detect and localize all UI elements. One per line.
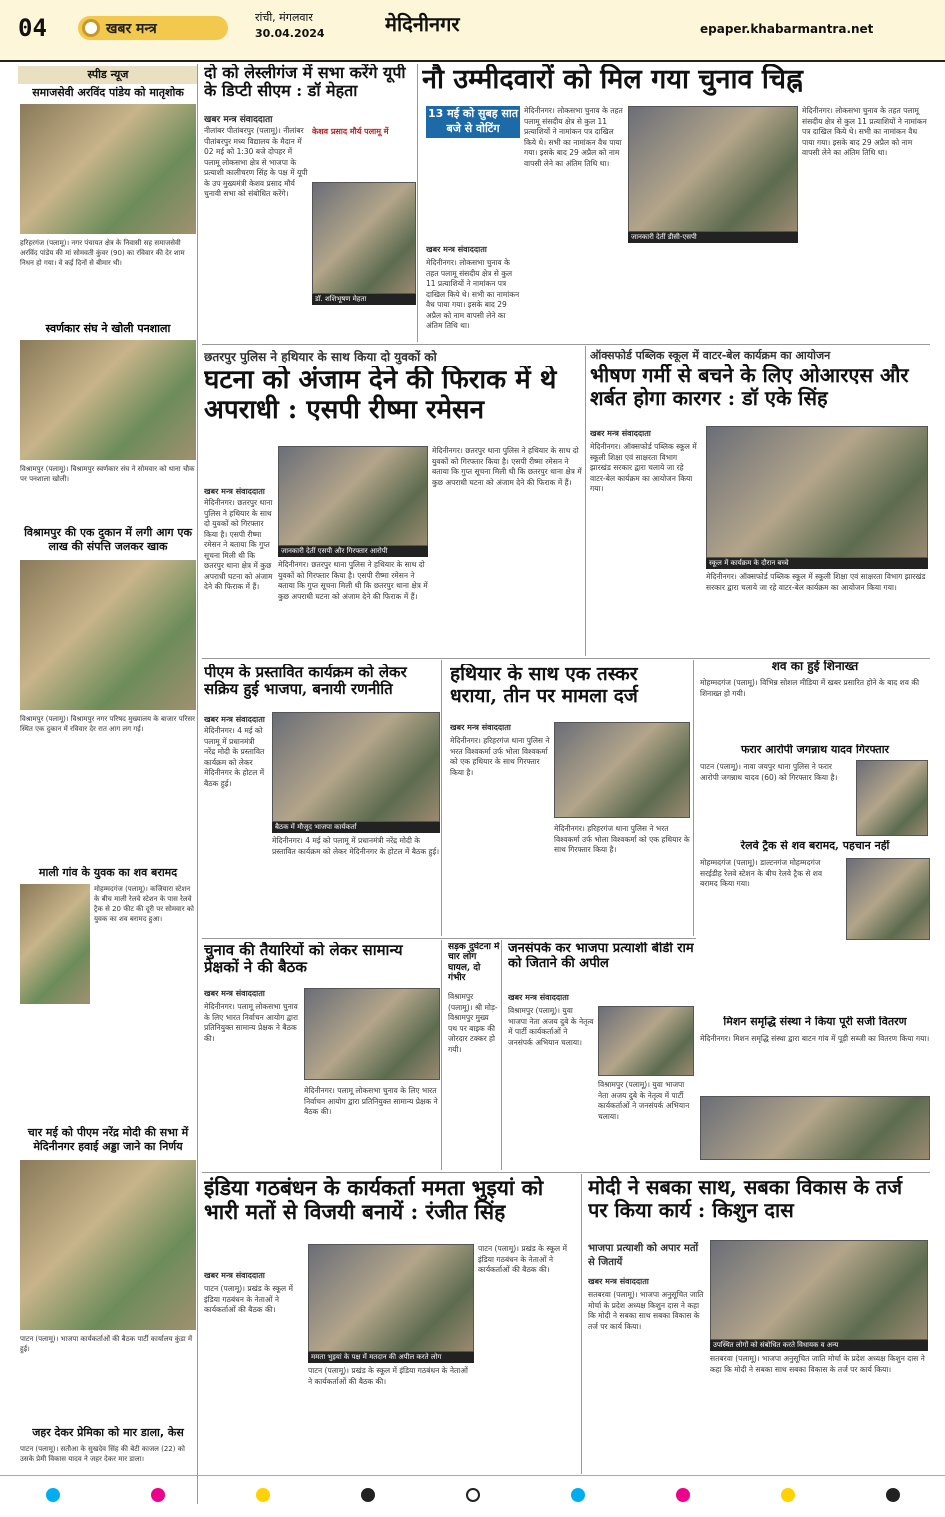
kicker: छतरपुर पुलिस ने हथियार के साथ किया दो युवकों को	[204, 350, 437, 364]
story-body-cont: मेदिनीनगर। हरिहरगंज थाना पुलिस ने भरत विश्वकर्मा उर्फ भोला विश्वकर्मा को एक हथियार के साथ गिरफ्तार किया है।	[554, 824, 690, 854]
divider	[202, 1172, 930, 1173]
story-body: मेदिनीनगर। छतरपुर थाना पुलिस ने हथियार के साथ दो युवकों को गिरफ्तार किया है। एसपी रीष्मा रमेसन ने बताया कि गुप्त सूचना मिली थी कि छतरपुर थाना क्षेत्र में कुछ अपराधी घटना को अंजाम देने की फिराक में हैं।	[204, 498, 273, 591]
story-body: पाटन (पलामू)। नावा जयपुर थाना पुलिस ने फरार आरोपी जगन्नाथ यादव (60) को गिरफ्तार किया है।	[700, 762, 838, 782]
story-body-cont: मेदिनीनगर। छतरपुर थाना पुलिस ने हथियार के साथ दो युवकों को गिरफ्तार किया है। एसपी रीष्मा रमेसन ने बताया कि गुप्त सूचना मिली थी कि छतरपुर थाना क्षेत्र में कुछ अपराधी घटना को अंजाम देने की फिराक में हैं।	[278, 560, 428, 601]
brief-headline: चार मई को पीएम नरेंद्र मोदी की सभा में मेदिनीनगर हवाई अड्डा जाने का निर्णय	[27, 1126, 189, 1153]
black-mark-icon	[361, 1488, 375, 1502]
byline: खबर मन्त्र संवाददाता	[204, 715, 265, 724]
headline: रेलवे ट्रैक से शव बरामद, पहचान नहीं	[740, 840, 890, 852]
story-smuggler-arrest	[446, 660, 694, 936]
brief-headline: विश्रामपुर की एक दुकान में लगी आग एक लाख की संपत्ति जलकर खाक	[24, 526, 192, 553]
headline: शव का हुई शिनाख्त	[771, 660, 859, 673]
byline: खबर मन्त्र संवाददाता	[204, 989, 265, 998]
headline: जनसंपर्क कर भाजपा प्रत्याशी बीडी राम को जिताने की अपील	[508, 942, 694, 971]
photo-caption: जानकारी देतीं डीसी-एसपी	[628, 232, 798, 243]
headline: भीषण गर्मी से बचने के लिए ओआरएस और शर्बत होगा कारगर : डॉ एके सिंह	[590, 364, 909, 410]
pull-quote: केशव प्रसाद मौर्य पलामू में	[312, 127, 389, 136]
edition-name: मेदिनीनगर	[385, 12, 460, 36]
story-photo	[706, 426, 928, 558]
brief-headline: माली गांव के युवक का शव बरामद	[38, 866, 178, 879]
photo-caption: जानकारी देतीं एसपी और गिरफ्तार आरोपी	[278, 546, 428, 557]
byline: खबर मन्त्र संवाददाता	[588, 1277, 649, 1286]
story-body: मोहम्मदगंज (पलामू)। विभिन्न सोशल मीडिया में खबर प्रसारित होने के बाद शव की शिनाख्त हो गयी।	[700, 678, 920, 698]
polling-date-badge: 13 मई को सुबह सात बजे से वोटिंग	[426, 106, 520, 138]
headline: नौ उम्मीदवारों को मिल गया चुनाव चिह्न	[422, 64, 803, 95]
page-number: 04	[18, 14, 47, 42]
brief-body: विश्रामपुर (पलामू)। विश्रामपुर नगर परिषद मुख्यालय के बाजार परिसर स्थित एक दुकान में रविवार देर रात आग लग गई।	[20, 715, 196, 733]
dateline	[255, 10, 325, 42]
masthead	[0, 0, 945, 62]
photo-caption: ममता भुइयां के पक्ष में मतदान की अपील करते लोग	[308, 1352, 474, 1363]
story-photo	[700, 1096, 930, 1160]
byline: खबर मन्त्र संवाददाता	[590, 429, 651, 438]
byline: खबर मन्त्र संवाददाता	[426, 245, 487, 254]
headline: फरार आरोपी जगन्नाथ यादव गिरफ्तार	[740, 744, 890, 756]
story-photo	[272, 712, 440, 822]
speed-news-label: स्पीड न्यूज	[18, 66, 198, 84]
story-deputy-cm	[202, 64, 418, 342]
story-body: विश्रामपुर (पलामू)। युवा भाजपा नेता अजय दुबे के नेतृत्व में पार्टी कार्यकर्ताओं ने जनसंपर्क अभियान चलाया।	[508, 1006, 594, 1047]
photo-caption: बैठक में मौजूद भाजपा कार्यकर्ता	[272, 822, 440, 833]
photo-caption: उपस्थित लोगों को संबोधित करते विधायक व अन्य	[710, 1340, 928, 1351]
black-mark-icon	[886, 1488, 900, 1502]
story-road-accident	[446, 940, 502, 1170]
divider	[202, 344, 930, 345]
brief-headline: जहर देकर प्रेमिका को मार डाला, केस	[32, 1426, 184, 1439]
byline: खबर मन्त्र संवाददाता	[204, 487, 265, 496]
byline: खबर मन्त्र संवाददाता	[450, 723, 511, 732]
headline: हथियार के साथ एक तस्कर धराया, तीन पर मामला दर्ज	[450, 664, 638, 707]
story-pm-program	[202, 660, 442, 936]
registration-marks	[0, 1480, 945, 1510]
headline: घटना को अंजाम देने की फिराक में थे अपराधी : एसपी रीष्मा रमेसन	[204, 366, 557, 425]
story-body: विश्रामपुर (पलामू)। श्री मोड़-विश्रामपुर मुख्य पथ पर बाइक की जोरदार टक्कर हो गयी।	[448, 992, 498, 1054]
story-photo	[304, 988, 440, 1080]
crosshair-mark-icon	[466, 1488, 480, 1502]
cyan-mark-icon	[46, 1488, 60, 1502]
story-body-cont: सतबरवा (पलामू)। भाजपा अनुसूचित जाति मोर्चा के प्रदेश अध्यक्ष किशुन दास ने कहा कि मोदी ने सबका साथ सबका विकास के तर्ज पर कार्य किया।	[710, 1354, 925, 1374]
brief-headline: समाजसेवी अरविंद पांडेय को मातृशोक	[32, 86, 184, 99]
brief-body: हरिहरगंज (पलामू)। नगर पंचायत क्षेत्र के निवासी सह समाजसेवी अरविंद पांडेय की मां सोमवती कुंवर (90) का रविवार की देर शाम निधन हो गया। वे कई दिनों से बीमार थी।	[20, 239, 185, 267]
brief-body: विश्रामपुर (पलामू)। विश्रामपुर स्वर्णकार संघ ने सोमवार को थाना चौक पर पनशाला खोली।	[20, 465, 195, 483]
story-india-alliance	[202, 1174, 582, 1474]
divider	[202, 938, 696, 939]
subheadline: भाजपा प्रत्याशी को अपार मतों से जितायें	[588, 1243, 699, 1268]
brief-photo	[20, 340, 196, 460]
headline: दो को लेस्लीगंज में सभा करेंगे यूपी के डिप्टी सीएम : डॉ मेहता	[204, 64, 406, 101]
yellow-mark-icon	[781, 1488, 795, 1502]
footer-rule	[0, 1475, 945, 1476]
story-photo	[312, 182, 416, 294]
headline: सड़क दुर्घटना में चार लोग घायल, दो गंभीर	[448, 942, 500, 984]
story-body: मेदिनीनगर। पलामू लोकसभा चुनाव के लिए भारत निर्वाचन आयोग द्वारा प्रतिनियुक्त सामान्य प्रेक्षक ने बैठक की।	[204, 1002, 298, 1043]
headline: चुनाव की तैयारियों को लेकर सामान्य प्रेक्षकों ने की बैठक	[204, 942, 403, 977]
story-photo	[598, 1006, 694, 1076]
story-photo	[308, 1244, 474, 1352]
story-election-symbols	[422, 64, 930, 342]
story-photo	[628, 106, 798, 232]
story-bd-ram-campaign	[506, 940, 696, 1170]
story-body-cont: पाटन (पलामू)। प्रखंड के स्कूल में इंडिया गठबंधन के नेताओं ने कार्यकर्ताओं की बैठक की।	[308, 1366, 468, 1386]
photo-caption: स्कूल में कार्यक्रम के दौरान बच्चे	[706, 558, 928, 569]
logo-mark-icon	[82, 19, 100, 37]
story-kishun-das	[586, 1174, 930, 1474]
brief-body: मोहम्मदगंज (पलामू)। कजियारा स्टेशन के बीच माली रेलवे स्टेशन के पास रेलवे ट्रैक से 20 फीट की दूरी पर सोमवार को युवक का शव बरामद हुआ।	[94, 885, 194, 923]
brief-headline: स्वर्णकार संघ ने खोली पनशाला	[45, 322, 171, 335]
story-body-cont: मेदिनीनगर। लोकसभा चुनाव के तहत पलामू संसदीय क्षेत्र से कुल 11 प्रत्याशियों ने नामांकन पत्र दाखिल किये थे। सभी का नामांकन वैध पाया गया। इसके बाद 29 अप्रैल को नाम वापसी लेने का अंतिम तिथि था।	[802, 106, 927, 157]
city-day: रांची, मंगलवार	[255, 11, 313, 24]
story-body: मेदिनीनगर। लोकसभा चुनाव के तहत पलामू संसदीय क्षेत्र से कुल 11 प्रत्याशियों ने नामांकन पत्र दाखिल किये थे। सभी का नामांकन वैध पाया गया। इसके बाद 29 अप्रैल को नाम वापसी लेने का अंतिम तिथि था।	[426, 258, 520, 330]
headline: इंडिया गठबंधन के कार्यकर्ता ममता भुइयां को भारी मतों से विजयी बनायें : रंजीत सिंह	[204, 1176, 544, 1225]
headline: मिशन समृद्धि संस्था ने किया पूरी सजी वितरण	[723, 1016, 907, 1028]
magenta-mark-icon	[151, 1488, 165, 1502]
right-briefs	[700, 660, 930, 1160]
brief-body: पाटन (पलामू)। भाजपा कार्यकर्ताओं की बैठक पार्टी कार्यालय कुंडा में हुई।	[20, 1335, 193, 1353]
logo-text: खबर मन्त्र	[106, 20, 157, 37]
story-body-cont: मेदिनीनगर। पलामू लोकसभा चुनाव के लिए भारत निर्वाचन आयोग द्वारा प्रतिनियुक्त सामान्य प्रेक्षक ने बैठक की।	[304, 1086, 438, 1116]
yellow-mark-icon	[256, 1488, 270, 1502]
photo-caption: डॉ. शशिभूषण मेहता	[312, 294, 416, 305]
story-body: नीलांबर पीतांबरपुर (पलामू)। नीलांबर पीतांबरपुर मध्य विद्यालय के मैदान में 02 मई को 1:30 बजे दोपहर में पलामू लोकसभा क्षेत्र से भाजपा के प्रत्याशी कालीचरण सिंह के पक्ष में यूपी के उप मुख्यमंत्री केशव प्रसाद मौर्य चुनावी सभा को संबोधित करेंगे।	[204, 126, 308, 198]
story-body-cont: मेदिनीनगर। 4 मई को पलामू में प्रधानमंत्री नरेंद्र मोदी के प्रस्तावित कार्यक्रम को लेकर मेदिनीनगर के होटल में बैठक हुई।	[272, 836, 440, 856]
brief-photo	[20, 884, 90, 1004]
story-body-cont: पाटन (पलामू)। प्रखंड के स्कूल में इंडिया गठबंधन के नेताओं ने कार्यकर्ताओं की बैठक की।	[478, 1244, 567, 1274]
story-body: मेदिनीनगर। मिशन समृद्धि संस्था द्वारा बाटन गांव में पूड़ी सब्जी का वितरण किया गया।	[700, 1034, 930, 1043]
headline: पीएम के प्रस्तावित कार्यक्रम को लेकर सक्रिय हुई भाजपा, बनायी रणनीति	[204, 664, 407, 699]
date: 30.04.2024	[255, 27, 325, 40]
accused-photo	[856, 760, 928, 836]
byline: खबर मन्त्र संवाददाता	[204, 115, 273, 125]
story-water-bell	[590, 346, 930, 656]
divider	[202, 658, 930, 659]
brief-body: पाटन (पलामू)। सतौआ के सुखदेव सिंह की बेटी काजल (22) को उसके प्रेमी विकास यादव ने जहर देकर मार डाला।	[20, 1445, 185, 1463]
headline: मोदी ने सबका साथ, सबका विकास के तर्ज पर किया कार्य : किशुन दास	[588, 1176, 903, 1222]
byline: खबर मन्त्र संवाददाता	[508, 993, 569, 1002]
brief-photo	[20, 1160, 196, 1330]
brief-photo	[20, 104, 196, 234]
story-body-cont: मेदिनीनगर। छतरपुर थाना पुलिस ने हथियार के साथ दो युवकों को गिरफ्तार किया है। एसपी रीष्मा रमेसन ने बताया कि गुप्त सूचना मिली थी कि छतरपुर थाना क्षेत्र में कुछ अपराधी घटना को अंजाम देने की फिराक में हैं।	[432, 446, 582, 487]
story-body: मेदिनीनगर। ऑक्सफोर्ड पब्लिक स्कूल में स्कूली शिक्षा एवं साक्षरता विभाग झारखंड सरकार द्वारा चलाये जा रहे वाटर-बेल कार्यक्रम का आयोजन किया गया।	[590, 442, 697, 493]
story-photo	[278, 446, 428, 546]
story-body: मेदिनीनगर। हरिहरगंज थाना पुलिस ने भरत विश्वकर्मा उर्फ भोला विश्वकर्मा को एक हथियार के साथ गिरफ्तार किया है।	[450, 736, 550, 777]
story-body-cont: विश्रामपुर (पलामू)। युवा भाजपा नेता अजय दुबे के नेतृत्व में पार्टी कार्यकर्ताओं ने जनसंपर्क अभियान चलाया।	[598, 1080, 690, 1121]
story-photo	[710, 1240, 928, 1340]
story-chhatarpur-arrest	[202, 346, 586, 656]
story-body: मोहम्मदगंज (पलामू)। डाल्टनगंज मोहम्मदगंज सरईडीह रेलवे स्टेशन के बीच रेलवे ट्रैक से शव बरामद किया गया।	[700, 858, 823, 888]
story-body: मेदिनीनगर। 4 मई को पलामू में प्रधानमंत्री नरेंद्र मोदी के प्रस्तावित कार्यक्रम को लेकर मेदिनीनगर के होटल में बैठक हुई।	[204, 726, 265, 788]
story-observers-meeting	[202, 940, 442, 1170]
story-photo	[554, 722, 690, 818]
brief-photo	[20, 560, 196, 710]
left-column	[18, 64, 198, 1504]
story-body-cont: मेदिनीनगर। लोकसभा चुनाव के तहत पलामू संसदीय क्षेत्र से कुल 11 प्रत्याशियों ने नामांकन पत्र दाखिल किये थे। सभी का नामांकन वैध पाया गया। इसके बाद 29 अप्रैल को नाम वापसी लेने का अंतिम तिथि था।	[524, 106, 623, 168]
story-body: सतबरवा (पलामू)। भाजपा अनुसूचित जाति मोर्चा के प्रदेश अध्यक्ष किशुन दास ने कहा कि मोदी ने सबका साथ सबका विकास के तर्ज पर कार्य किया।	[588, 1290, 704, 1331]
kicker: ऑक्सफोर्ड पब्लिक स्कूल में वाटर-बेल कार्यक्रम का आयोजन	[590, 349, 831, 362]
story-body-cont: मेदिनीनगर। ऑक्सफोर्ड पब्लिक स्कूल में स्कूली शिक्षा एवं साक्षरता विभाग झारखंड सरकार द्वारा चलाये जा रहे वाटर-बेल कार्यक्रम का आयोजन किया गया।	[706, 572, 926, 592]
byline: खबर मन्त्र संवाददाता	[204, 1271, 265, 1280]
logo	[78, 16, 228, 40]
epaper-link[interactable]: epaper.khabarmantra.net	[700, 22, 874, 36]
cyan-mark-icon	[571, 1488, 585, 1502]
story-body: पाटन (पलामू)। प्रखंड के स्कूल में इंडिया गठबंधन के नेताओं ने कार्यकर्ताओं की बैठक की।	[204, 1284, 293, 1314]
story-photo	[846, 858, 930, 940]
magenta-mark-icon	[676, 1488, 690, 1502]
